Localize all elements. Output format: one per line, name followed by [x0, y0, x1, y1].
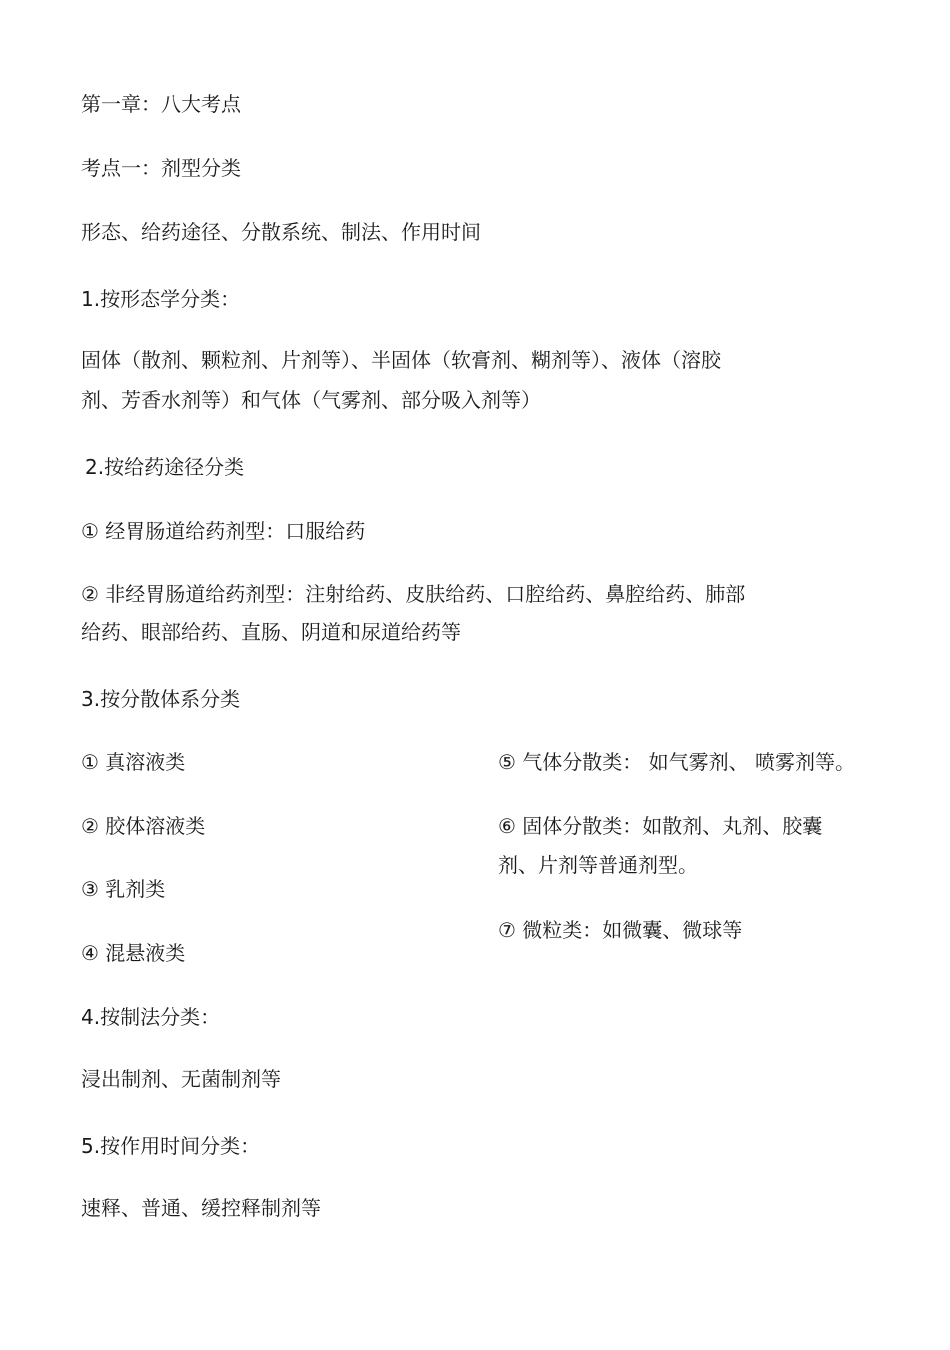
section-3-right-item-7: ⑦ 微粒类：如微囊、微球等	[498, 918, 743, 942]
point-title: 考点一：剂型分类	[81, 156, 241, 180]
chapter-title: 第一章：八大考点	[81, 92, 241, 116]
section-3-right-item-6-line-1: ⑥ 固体分散类：如散剂、丸剂、胶囊	[498, 814, 823, 838]
section-2-item-2-line-1: ② 非经胃肠道给药剂型：注射给药、皮肤给药、口腔给药、鼻腔给药、肺部	[81, 582, 746, 606]
section-3-left-item-3: ③ 乳剂类	[81, 877, 166, 901]
section-2-heading: 2.按给药途径分类	[85, 455, 245, 479]
section-3-heading: 3.按分散体系分类	[81, 687, 241, 711]
section-2-item-2-line-2: 给药、眼部给药、直肠、阴道和尿道给药等	[81, 620, 461, 644]
section-1-text-line-1: 固体（散剂、颗粒剂、片剂等）、半固体（软膏剂、糊剂等）、液体（溶胶	[81, 348, 721, 372]
section-2-item-1: ① 经胃肠道给药剂型：口服给药	[81, 519, 366, 543]
section-3-left-item-2: ② 胶体溶液类	[81, 814, 206, 838]
section-3-right-item-5: ⑤ 气体分散类： 如气雾剂、 喷雾剂等。	[498, 750, 856, 774]
section-4-text: 浸出制剂、无菌制剂等	[81, 1067, 281, 1091]
section-5-heading: 5.按作用时间分类：	[81, 1134, 261, 1158]
section-3-right-item-6-line-2: 剂、片剂等普通剂型。	[498, 853, 698, 877]
section-3-left-item-1: ① 真溶液类	[81, 750, 186, 774]
section-4-heading: 4.按制法分类：	[81, 1005, 221, 1029]
section-3-left-item-4: ④ 混悬液类	[81, 941, 186, 965]
section-1-heading: 1.按形态学分类：	[81, 287, 241, 311]
section-1-text-line-2: 剂、芳香水剂等）和气体（气雾剂、部分吸入剂等）	[81, 388, 541, 412]
criteria-text: 形态、给药途径、分散系统、制法、作用时间	[81, 220, 481, 244]
section-5-text: 速释、普通、缓控释制剂等	[81, 1196, 321, 1220]
